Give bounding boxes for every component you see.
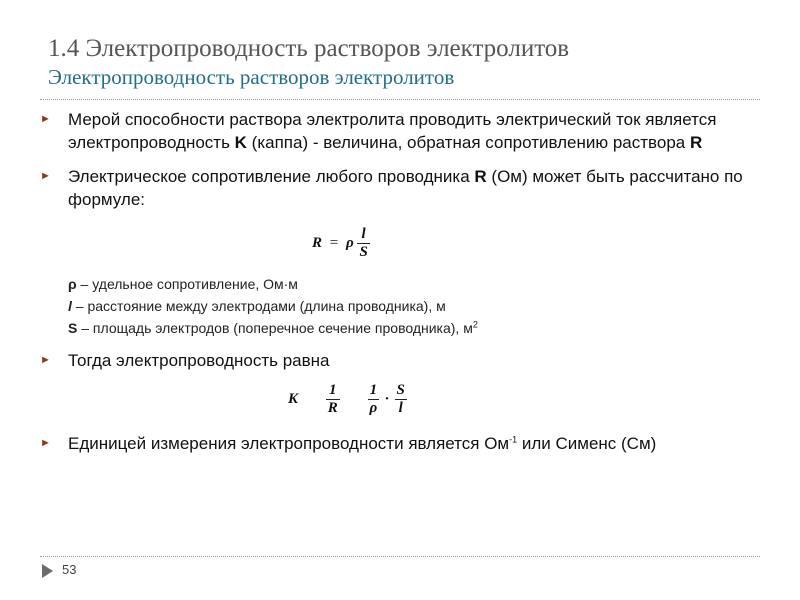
bullet-text: Мерой способности раствора электролита проводить электрический ток является электропроводность (68, 110, 717, 152)
formula-fraction (326, 382, 340, 417)
fraction-numerator: l (357, 226, 369, 244)
page-number: 53 (62, 562, 77, 577)
fraction-numerator: S (396, 382, 405, 398)
definition-text: – площадь электродов (поперечное сечение проводника), м (77, 320, 473, 336)
symbol-s: S (68, 320, 78, 336)
play-icon[interactable] (42, 564, 53, 578)
symbol-k: K (234, 133, 247, 152)
bullet-then-conductivity (40, 349, 760, 372)
formula-conductivity (288, 382, 407, 417)
bullet-conductivity-definition (40, 108, 760, 154)
formula-fraction (395, 382, 407, 417)
formula-rho: ρ (345, 234, 354, 251)
fraction-denominator: R (327, 400, 338, 416)
symbol-r: R (689, 133, 703, 152)
bullet-text: Тогда электропроводность равна (68, 351, 330, 370)
formula-lhs: K (288, 390, 299, 407)
fraction-denominator: l (398, 400, 403, 416)
formula-resistance (312, 226, 370, 261)
bullet-arrow-icon: ► (40, 437, 51, 449)
definition-rho (40, 273, 760, 295)
symbol-l: l (68, 298, 72, 314)
formula-equals: = (329, 234, 339, 251)
definition-s (40, 317, 760, 339)
bullet-units (40, 432, 760, 455)
fraction-denominator: S (359, 244, 368, 260)
bullet-text: (каппа) - величина, обратная сопротивлению раствора (246, 133, 690, 152)
definition-l (40, 295, 760, 317)
formula-fraction (357, 226, 369, 261)
symbol-r: R (474, 167, 487, 186)
bullet-text: (Ом) может быть рассчитано по формуле: (68, 167, 743, 209)
fraction-numerator: 1 (326, 382, 340, 400)
fraction-denominator: ρ (369, 400, 378, 416)
bullet-arrow-icon: ► (40, 170, 51, 182)
formula-fraction (368, 382, 380, 417)
bullet-arrow-icon: ► (40, 113, 51, 125)
bullet-resistance (40, 165, 760, 211)
title-block (48, 34, 569, 90)
superscript: -1 (509, 434, 518, 445)
formula-dot: · (385, 390, 389, 407)
slide-title: 1.4 Электропроводность растворов электролитов (48, 35, 570, 62)
bottom-divider (40, 556, 760, 557)
definition-text: – расстояние между электродами (длина проводника), м (71, 298, 446, 314)
bullet-arrow-icon: ► (40, 354, 51, 366)
bullet-text: Единицей измерения электропроводности является Ом (68, 434, 510, 453)
bullet-text: или Сименс (См) (517, 434, 657, 453)
bullet-text: Электрическое сопротивление любого проводника (68, 167, 475, 186)
symbol-rho: ρ (68, 276, 77, 292)
definition-text: – удельное сопротивление, Ом·м (76, 276, 298, 292)
fraction-numerator: 1 (368, 382, 380, 400)
formula-lhs: R (312, 234, 323, 251)
superscript: 2 (472, 319, 478, 330)
slide-subtitle: Электропроводность растворов электролитов (48, 65, 455, 89)
top-divider (40, 99, 760, 100)
